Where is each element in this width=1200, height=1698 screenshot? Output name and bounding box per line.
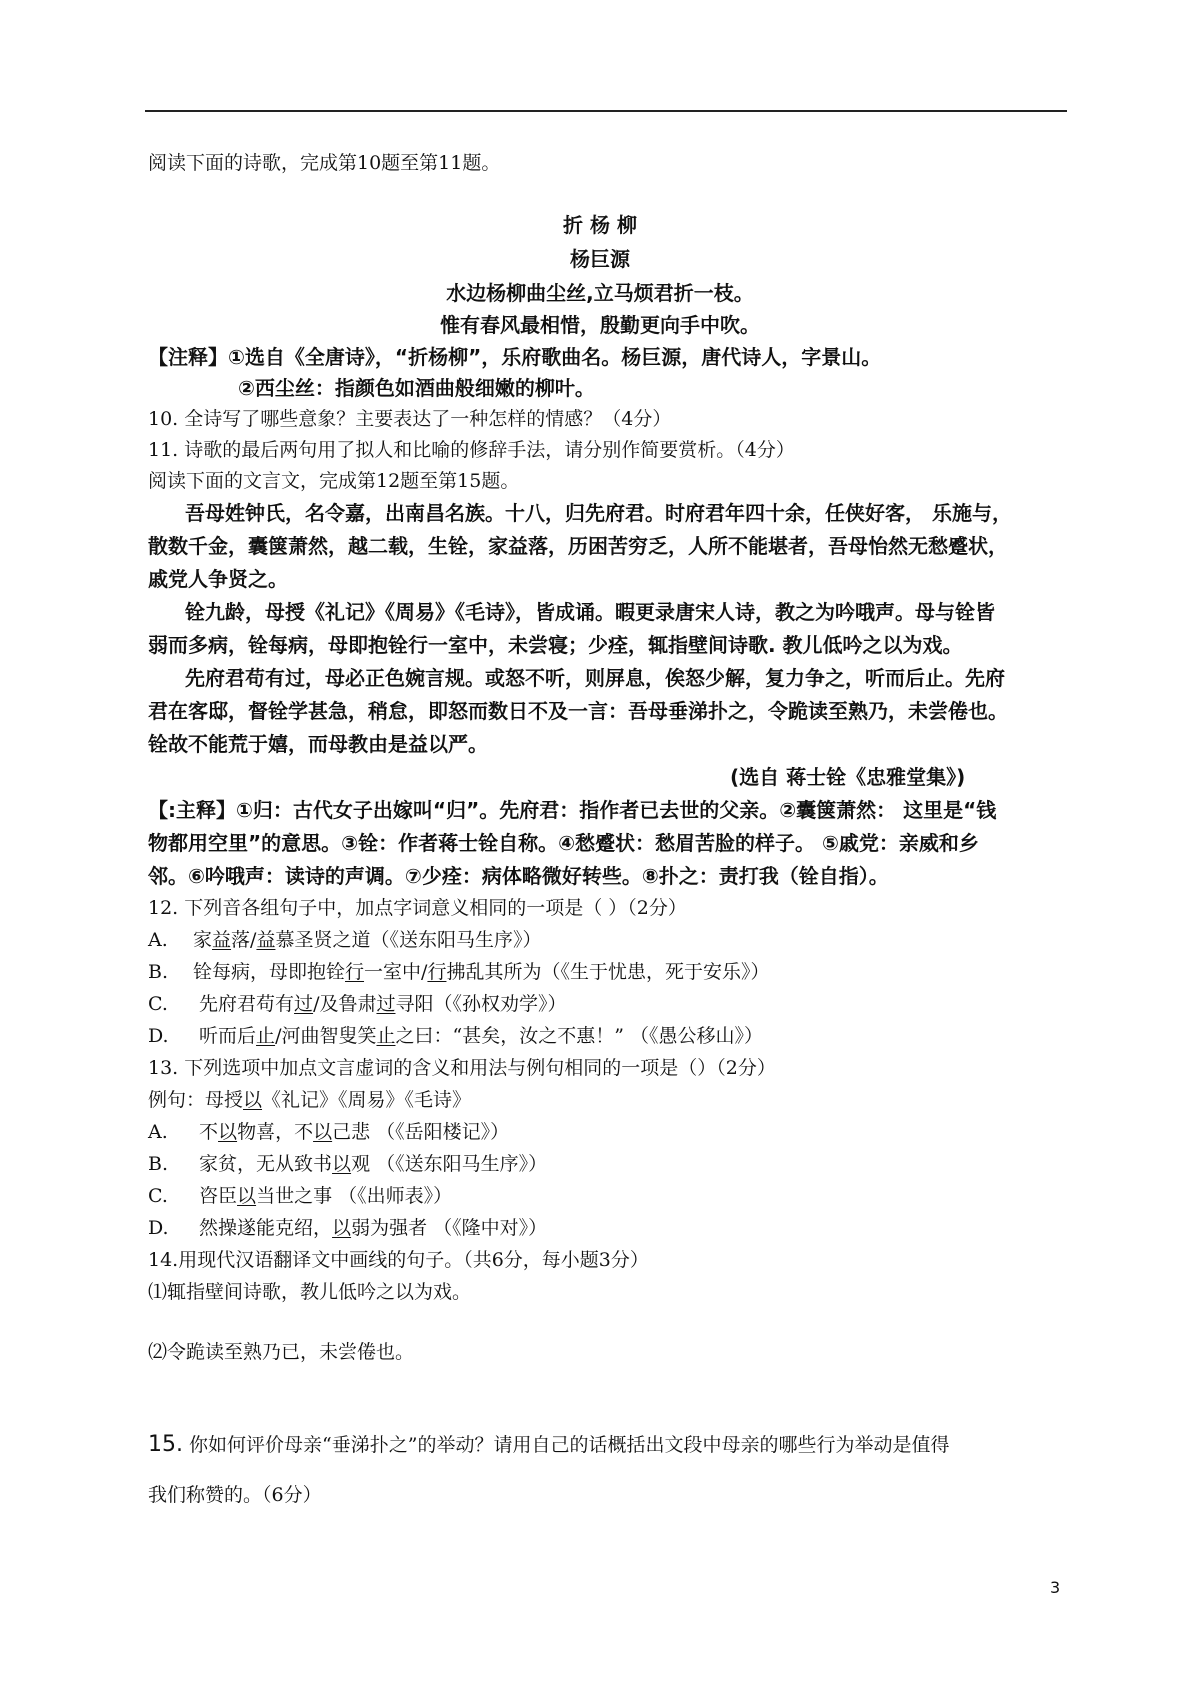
option-label: B. [148,1153,169,1175]
dotted-word: 止 [256,1025,276,1047]
option-text: 听而后 [193,1025,257,1047]
option-text: 寻阳（《孙权劝学》） [395,993,567,1015]
poem-note-2: ②西尘丝：指颜色如酒曲般细嫩的柳叶。 [238,376,595,400]
prose-p3-line-3: 铨故不能荒于嬉，而母教由是益以严。 [148,732,488,756]
option-label: D. [148,1217,169,1239]
question-15-line-1 [148,1430,949,1460]
question-14-stem: 14.用现代汉语翻译文中画线的句子。（共6分，每小题3分） [148,1249,649,1271]
example-text: 例句：母授 [148,1089,244,1111]
option-label: B. [148,961,169,983]
poem-title: 折 杨 柳 [563,213,637,237]
intro-prose: 阅读下面的文言文，完成第12题至第15题。 [148,470,520,492]
question-13-stem: 13. 下列选项中加点文言虚词的含义和用法与例句相同的一项是（）（2分） [148,1057,776,1079]
option-text: 己悲 （《岳阳楼记》） [332,1121,510,1143]
question-13-example [148,1085,471,1115]
prose-p3-line-1: 先府君苟有过，母必正色婉言规。或怒不听，则屏息，俟怒少解，复力争之，听而后止。先府 [185,666,1005,690]
option-text: /河曲智叟笑 [275,1025,377,1047]
prose-note-line-1: 【:主释】①归：古代女子出嫁叫“归”。先府君：指作者已去世的父亲。②囊箧萧然： 这里是“钱 [148,798,997,822]
poem-author: 杨巨源 [570,247,630,271]
question-14-sentence-2: ⑵令跪读至熟乃已，未尝倦也。 [148,1341,415,1363]
question-12-option-d [148,1021,763,1051]
option-text: 物喜，不 [237,1121,314,1143]
prose-p1-line-3: 戚党人争贤之。 [148,567,288,591]
question-text: 你如何评价母亲“垂涕扑之”的举动？请用自己的话概括出文段中母亲的哪些行为举动是值得 [183,1434,950,1456]
prose-note-line-2: 物都用空里”的意思。③铨：作者蒋士铨自称。④愁蹙状：愁眉苦脸的样子。 ⑤戚党：亲威和乡 [148,831,979,855]
dotted-word: 以 [243,1089,263,1111]
option-text: 家贫，无从致书 [193,1153,333,1175]
question-13-option-b [148,1149,547,1179]
option-text: 家 [193,929,213,951]
dotted-word: 益 [212,929,232,951]
dotted-word: 以 [313,1121,333,1143]
page-number: 3 [1050,1578,1061,1597]
dotted-word: 以 [218,1121,238,1143]
prose-p2-line-2: 弱而多病，铨每病，母即抱铨行一室中，未尝寝；少痊，辄指壁间诗歌. 教儿低吟之以为戏。 [148,633,963,657]
option-text: 然操遂能克绍， [193,1217,333,1239]
dotted-word: 止 [376,1025,396,1047]
option-text: 当世之事 （《出师表》） [256,1185,453,1207]
dotted-word: 过 [294,993,314,1015]
question-13-option-a [148,1117,509,1147]
question-13-option-c [148,1181,452,1211]
question-number: 15. [148,1432,183,1457]
option-text: 先府君苟有 [193,993,295,1015]
option-text: 观 （《送东阳马生序》） [351,1153,548,1175]
example-text: 《礼记》《周易》《毛诗》 [262,1089,472,1111]
dotted-word: 过 [376,993,396,1015]
dotted-word: 以 [237,1185,257,1207]
option-text: /及鲁肃 [313,993,377,1015]
question-12-stem: 12. 下列音各组句子中，加点字词意义相同的一项是（ ）（2分） [148,897,687,919]
option-text: 弱为强者 （《隆中对》） [351,1217,548,1239]
option-text: 之曰：“甚矣，汝之不惠！” （《愚公移山》） [395,1025,763,1047]
poem-line-2: 惟有春风最相惜，殷勤更向手中吹。 [440,313,760,337]
option-label: A. [148,1121,168,1143]
option-text: 咨臣 [193,1185,238,1207]
intro-poem: 阅读下面的诗歌，完成第10题至第11题。 [148,152,501,174]
prose-note-line-3: 邻。⑥吟哦声：读诗的声调。⑦少痊：病体略微好转些。⑧扑之：责打我（铨自指）。 [148,864,889,888]
question-15-line-2: 我们称赞的。（6分） [148,1484,322,1506]
question-12-option-b [148,957,769,987]
question-11: 11. 诗歌的最后两句用了拟人和比喻的修辞手法，请分别作简要赏析。（4分） [148,439,795,461]
question-14-sentence-1: ⑴辄指壁间诗歌，教儿低吟之以为戏。 [148,1281,472,1303]
poem-note-1: 【注释】①选自《全唐诗》，“折杨柳”，乐府歌曲名。杨巨源，唐代诗人，字景山。 [148,345,882,369]
option-text: 一室中/ [364,961,428,983]
option-text: 落/ [231,929,257,951]
dotted-word: 以 [332,1217,352,1239]
dotted-word: 行 [427,961,447,983]
dotted-word: 行 [345,961,365,983]
prose-p1-line-1: 吾母姓钟氏，名令嘉，出南昌名族。十八，归先府君。时府君年四十余，任侠好客， 乐施与， [185,501,1012,525]
dotted-word: 益 [256,929,276,951]
header-rule [145,110,1067,112]
prose-p3-line-2: 君在客邸，督铨学甚急，稍怠，即怒而数日不及一言：吾母垂涕扑之，令跪读至熟乃，未尝倦也。 [148,699,1008,723]
question-12-option-a [148,925,541,955]
option-text: 铨每病，母即抱铨 [193,961,346,983]
question-12-option-c [148,989,567,1019]
option-label: C. [148,1185,168,1207]
prose-p1-line-2: 散数千金，囊箧萧然，越二载，生铨，家益落，历困苦穷乏，人所不能堪者，吾母怡然无愁蹙状， [148,534,1008,558]
poem-line-1: 水边杨柳曲尘丝,立马烦君折一枝。 [446,281,754,305]
option-label: C. [148,993,168,1015]
option-label: D. [148,1025,169,1047]
dotted-word: 以 [332,1153,352,1175]
option-text: 慕圣贤之道（《送东阳马生序》） [275,929,542,951]
question-10: 10. 全诗写了哪些意象？主要表达了一种怎样的情感？（4分） [148,408,672,430]
prose-source: (选自 蒋士铨《忠雅堂集》) [730,765,966,789]
question-13-option-d [148,1213,547,1243]
option-text: 拂乱其所为（《生于忧患，死于安乐》） [446,961,770,983]
prose-p2-line-1: 铨九龄，母授《礼记》《周易》《毛诗》，皆成诵。暇更录唐宋人诗，教之为吟哦声。母与铨皆 [185,600,995,624]
option-text: 不 [193,1121,219,1143]
option-label: A. [148,929,168,951]
